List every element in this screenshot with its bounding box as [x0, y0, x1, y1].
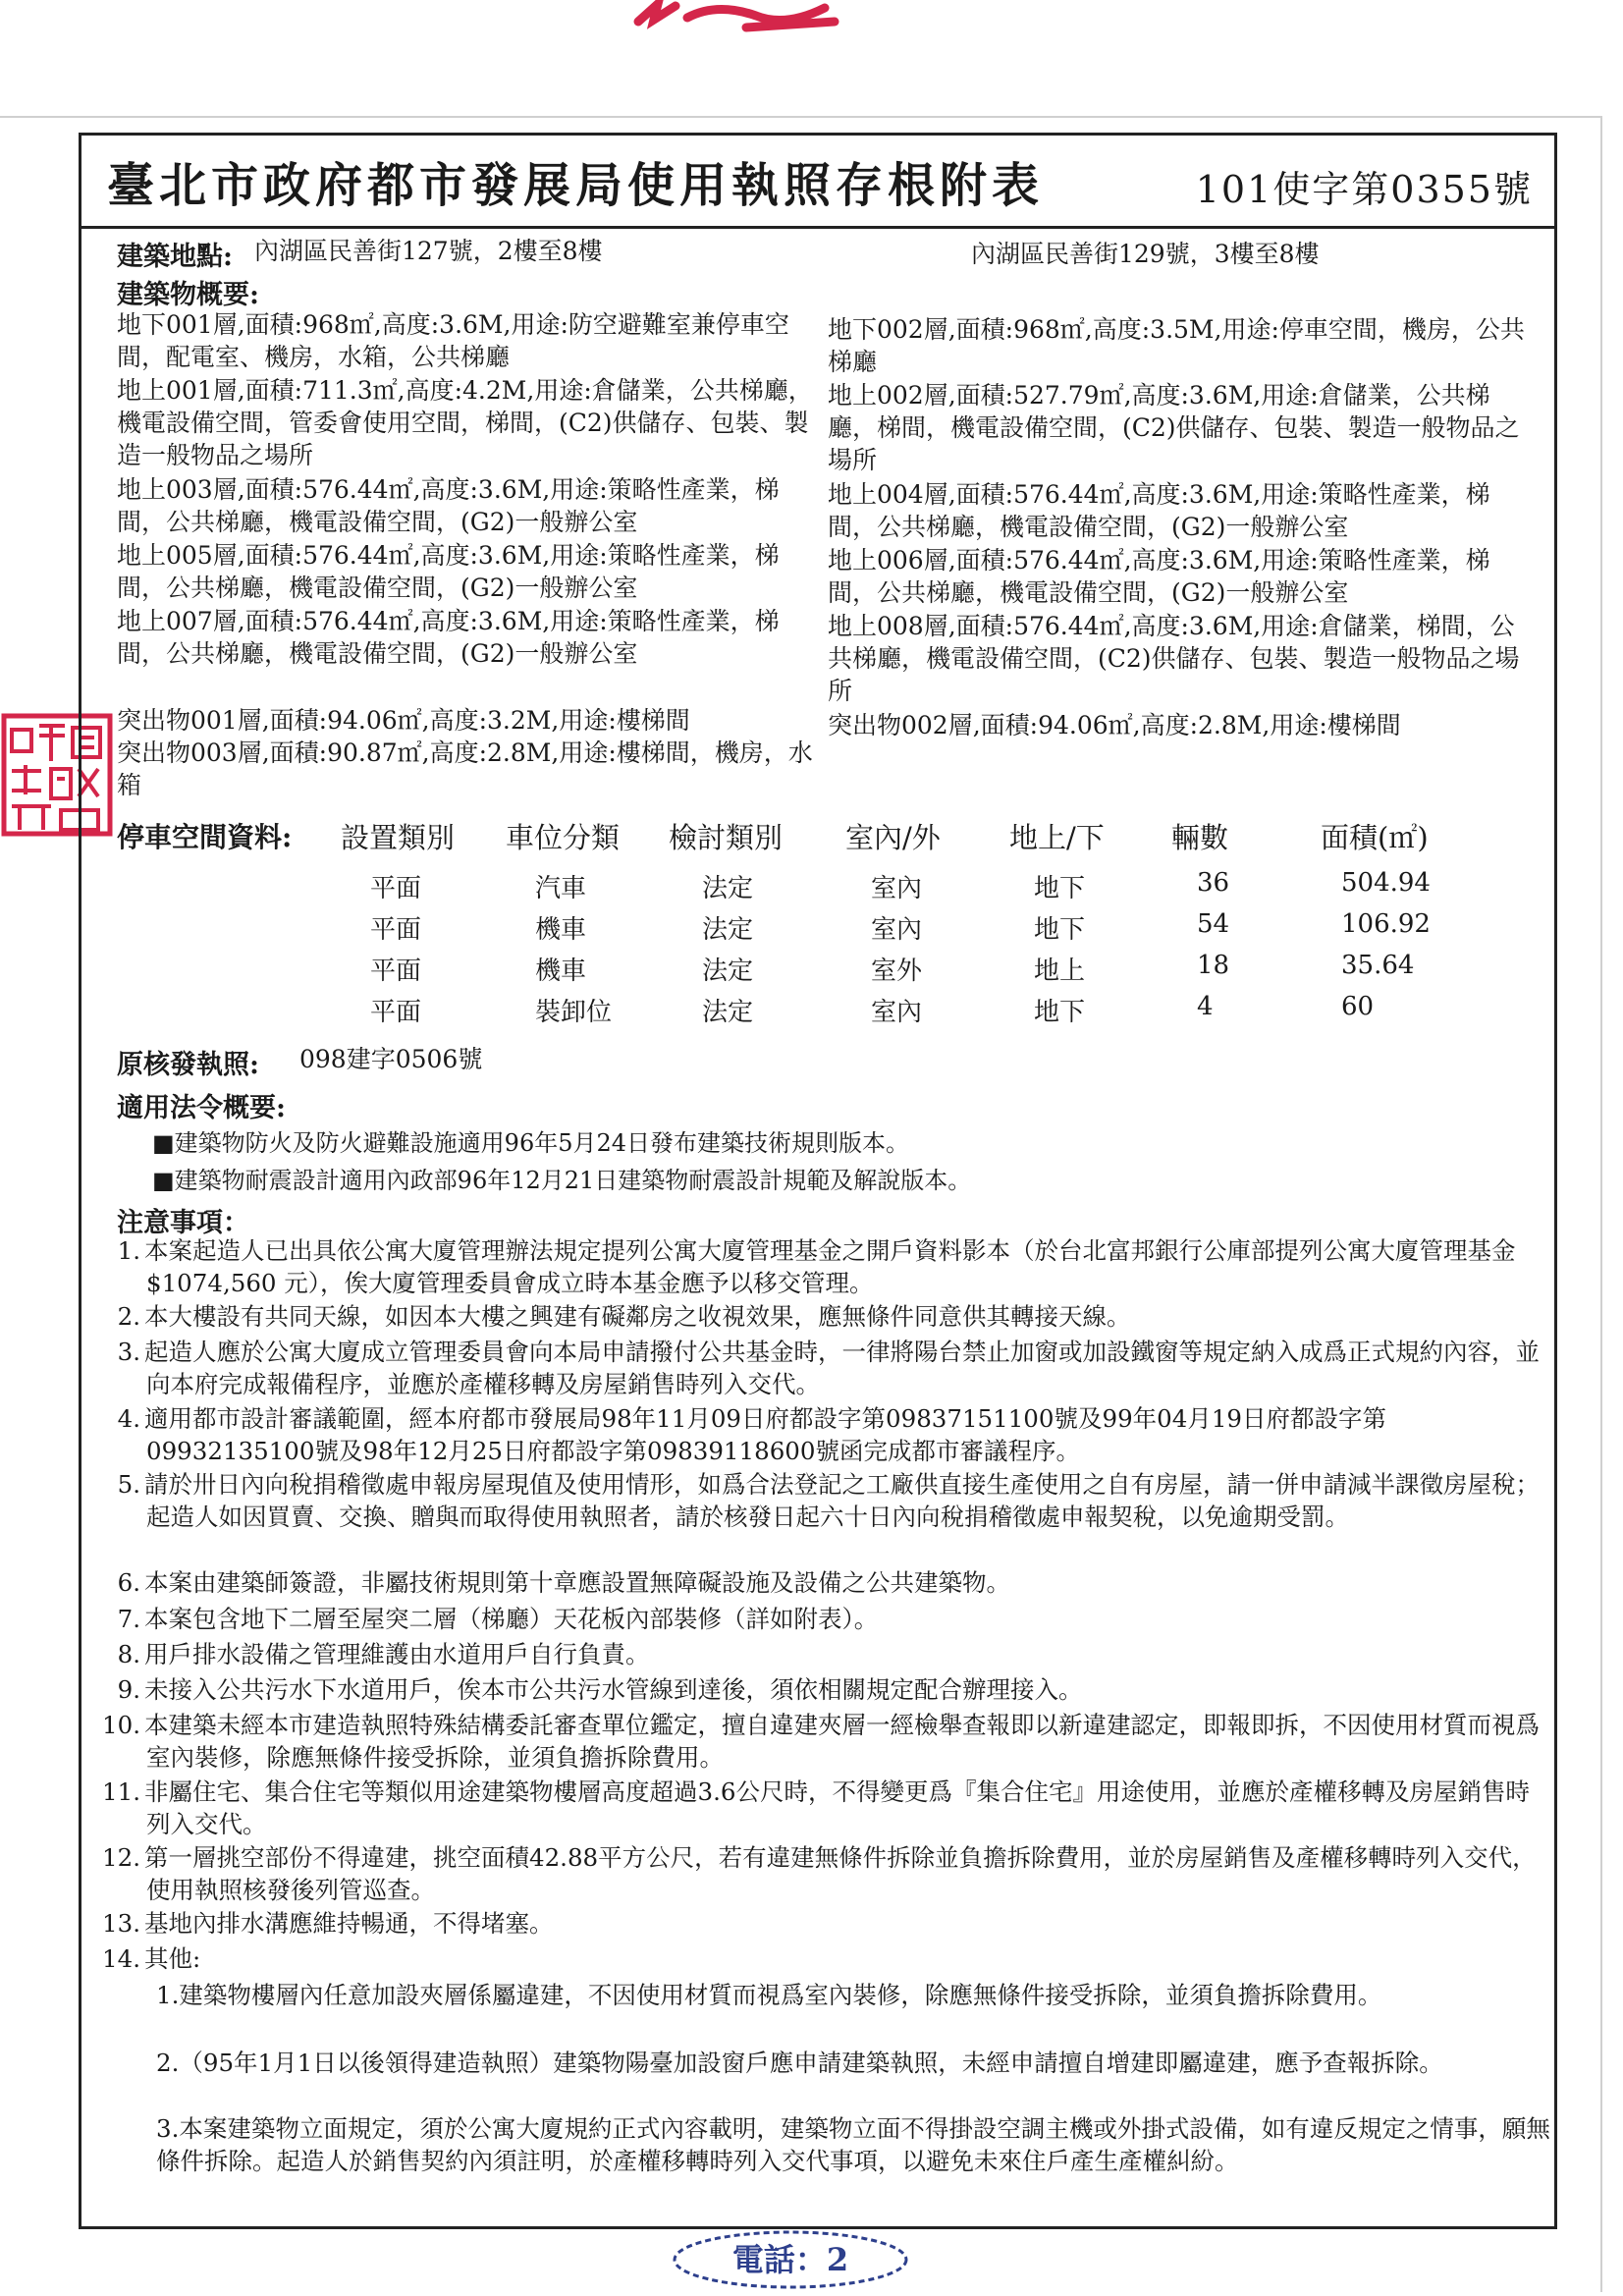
parking-cell: 法定	[702, 915, 754, 945]
note-item: 5. 請於卅日內向稅捐稽徵處申報房屋現值及使用情形，如爲合法登記之工廠供直接生產使用之自有房屋，請一併申請減半課徵房屋稅；起造人如因買賣、交換、贈與而取得使用執照者，請於核發日起六十日內向稅捐稽徵處申報契稅，以免逾期受罰。	[117, 1470, 1540, 1531]
site-label: 建築地點:	[117, 242, 233, 272]
svg-text:電話：2: 電話：2	[731, 2241, 849, 2278]
parking-cell: 地下	[1034, 998, 1086, 1027]
parking-cell: 室外	[871, 957, 923, 986]
parking-cell: 室內	[871, 998, 923, 1027]
floor-entry: 突出物001層,面積:94.06㎡,高度:3.2M,用途:樓梯間	[117, 706, 690, 735]
parking-header: 檢討類別	[669, 821, 784, 854]
law-item: ■建築物耐震設計適用內政部96年12月21日建築物耐震設計規範及解說版本。	[152, 1167, 972, 1194]
parking-cell: 機車	[535, 957, 587, 986]
floor-entry: 地下002層,面積:968㎡,高度:3.5M,用途:停車空間，機房，公共梯廳	[828, 315, 1525, 376]
parking-header: 設置類別	[341, 821, 456, 854]
floor-entry: 地上003層,面積:576.44㎡,高度:3.6M,用途:策略性產業，梯間，公共梯廳，機電設備空間，(G2)一般辦公室	[117, 475, 780, 536]
parking-cell: 裝卸位	[535, 998, 613, 1027]
floor-entry: 地下001層,面積:968㎡,高度:3.6M,用途:防空避難室兼停車空間，配電室、機房，水箱，公共梯廳	[117, 310, 789, 371]
floor-entry: 地上002層,面積:527.79㎡,高度:3.6M,用途:倉儲業，公共梯廳，梯間，機電設備空間，(C2)供儲存、包裝、製造一般物品之場所	[828, 381, 1520, 474]
parking-cell: 平面	[370, 957, 422, 986]
note-item: 4. 適用都市設計審議範圍，經本府都市發展局98年11月09日府都設字第09837151100號及99年04月19日府都設字第09932135100號及98年12月25日府都設字第09839118600號函完成都市審議程序。	[117, 1404, 1387, 1465]
laws-label: 適用法令概要:	[117, 1093, 286, 1123]
parking-cell: 地上	[1034, 957, 1086, 986]
parking-cell: 法定	[702, 874, 754, 903]
red-stamp-fragment-top	[628, 0, 854, 33]
title-row	[81, 136, 1554, 229]
floor-entry: 地上007層,面積:576.44㎡,高度:3.6M,用途:策略性產業，梯間，公共梯廳，機電設備空間，(G2)一般辦公室	[117, 607, 780, 668]
document-title: 臺北市政府都市發展局使用執照存根附表	[107, 158, 1045, 213]
document-frame	[79, 133, 1557, 2229]
original-permit-label: 原核發執照:	[117, 1050, 259, 1080]
other-sub-item: 2.（95年1月1日以後領得建造執照）建築物陽臺加設窗戶應申請建築執照，未經申請擅自增建即屬違建，應予查報拆除。	[156, 2049, 1443, 2077]
document-number: 101使字第0355號	[1195, 168, 1533, 211]
site-address-1: 內湖區民善街127號，2樓至8樓	[254, 237, 603, 265]
note-item: 1. 本案起造人已出具依公寓大廈管理辦法規定提列公寓大廈管理基金之開戶資料影本（於台北富邦銀行公庫部提列公寓大廈管理基金$1074,560 元），俟大廈管理委員會成立時本基金應予以移交管理。	[117, 1236, 1516, 1297]
parking-cell: 106.92	[1341, 909, 1431, 939]
other-sub-item: 3.本案建築物立面規定，須於公寓大廈規約正式內容載明，建築物立面不得掛設空調主機或外掛式設備，如有違反規定之情事，願無條件拆除。起造人於銷售契約內須註明，於產權移轉時列入交代事項，以避免未來住戶產生產權糾紛。	[156, 2114, 1550, 2175]
site-address-2: 內湖區民善街129號，3樓至8樓	[971, 240, 1320, 268]
parking-cell: 60	[1341, 992, 1375, 1021]
note-item: 3. 起造人應於公寓大廈成立管理委員會向本局申請撥付公共基金時，一律將陽台禁止加窗或加設鐵窗等規定納入成爲正式規約內容，並向本府完成報備程序，並應於產權移轉及房屋銷售時列入交代。	[117, 1338, 1540, 1398]
note-item: 10. 本建築未經本市建造執照特殊結構委託審查單位鑑定，擅自違建夾層一經檢舉查報即以新違建認定，即報即拆，不因使用材質而視爲室內裝修，除應無條件接受拆除，並須負擔拆除費用。	[102, 1711, 1540, 1772]
floor-entry: 地上001層,面積:711.3㎡,高度:4.2M,用途:倉儲業，公共梯廳，機電設備空間，管委會使用空間，梯間，(C2)供儲存、包裝、製造一般物品之場所	[117, 376, 813, 469]
parking-cell: 室內	[871, 874, 923, 903]
parking-cell: 4	[1197, 992, 1214, 1021]
parking-cell: 機車	[535, 915, 587, 945]
parking-cell: 35.64	[1341, 951, 1415, 980]
other-sub-item: 1.建築物樓層內任意加設夾層係屬違建，不因使用材質而視爲室內裝修，除應無條件接受拆除，並須負擔拆除費用。	[156, 1981, 1382, 2009]
note-item: 8. 用戶排水設備之管理維護由水道用戶自行負責。	[117, 1640, 650, 1668]
parking-cell: 18	[1197, 951, 1230, 980]
original-permit-value: 098建字0506號	[299, 1045, 483, 1073]
parking-header: 地上/下	[1009, 821, 1105, 854]
law-item: ■建築物防火及防火避難設施適用96年5月24日發布建築技術規則版本。	[152, 1129, 910, 1157]
parking-cell: 地下	[1034, 915, 1086, 945]
parking-cell: 地下	[1034, 874, 1086, 903]
parking-cell: 36	[1197, 868, 1230, 898]
parking-header: 室內/外	[845, 821, 941, 854]
note-item: 9. 未接入公共污水下水道用戶，俟本市公共污水管線到達後，須依相關規定配合辦理接入。	[117, 1675, 1083, 1704]
notes-label: 注意事項：	[117, 1208, 249, 1238]
floor-entry: 地上006層,面積:576.44㎡,高度:3.6M,用途:策略性產業，梯間，公共梯廳，機電設備空間，(G2)一般辦公室	[828, 546, 1490, 607]
note-item: 2. 本大樓設有共同天線，如因本大樓之興建有礙鄰房之收視效果，應無條件同意供其轉接天線。	[117, 1302, 1131, 1331]
note-item: 12. 第一層挑空部份不得違建，挑空面積42.88平方公尺，若有違建無條件拆除並負擔拆除費用，並於房屋銷售及產權移轉時列入交代，使用執照核發後列管巡查。	[102, 1843, 1537, 1904]
parking-header: 面積(㎡)	[1321, 821, 1429, 854]
parking-cell: 平面	[370, 998, 422, 1027]
parking-cell: 汽車	[535, 874, 587, 903]
note-item: 13. 基地內排水溝應維持暢通，不得堵塞。	[102, 1909, 554, 1938]
parking-header: 輛數	[1171, 821, 1229, 854]
floor-entry: 突出物002層,面積:94.06㎡,高度:2.8M,用途:樓梯間	[828, 711, 1401, 739]
note-item: 11. 非屬住宅、集合住宅等類似用途建築物樓層高度超過3.6公尺時，不得變更爲『集合住宅』用途使用，並應於產權移轉及房屋銷售時列入交代。	[102, 1777, 1530, 1838]
overview-label: 建築物概要:	[117, 280, 259, 310]
parking-cell: 54	[1197, 909, 1230, 939]
parking-cell: 504.94	[1341, 868, 1431, 898]
floor-entry: 地上008層,面積:576.44㎡,高度:3.6M,用途:倉儲業，梯間，公共梯廳，機電設備空間，(C2)供儲存、包裝、製造一般物品之場所	[828, 612, 1520, 705]
note-item: 6. 本案由建築師簽證，非屬技術規則第十章應設置無障礙設施及設備之公共建築物。	[117, 1568, 1010, 1597]
parking-cell: 法定	[702, 998, 754, 1027]
note-item: 7. 本案包含地下二層至屋突二層（梯廳）天花板內部裝修（詳如附表）。	[117, 1605, 879, 1633]
floor-entry: 地上005層,面積:576.44㎡,高度:3.6M,用途:策略性產業，梯間，公共梯廳，機電設備空間，(G2)一般辦公室	[117, 541, 780, 602]
note-item: 14. 其他:	[102, 1944, 201, 1973]
parking-cell: 平面	[370, 915, 422, 945]
parking-cell: 平面	[370, 874, 422, 903]
floor-entry: 突出物003層,面積:90.87㎡,高度:2.8M,用途:樓梯間，機房，水箱	[117, 738, 813, 799]
parking-label: 停車空間資料:	[117, 821, 293, 853]
parking-header: 車位分類	[506, 821, 621, 854]
floor-entry: 地上004層,面積:576.44㎡,高度:3.6M,用途:策略性產業，梯間，公共梯廳，機電設備空間，(G2)一般辦公室	[828, 480, 1490, 541]
parking-cell: 室內	[871, 915, 923, 945]
parking-cell: 法定	[702, 957, 754, 986]
